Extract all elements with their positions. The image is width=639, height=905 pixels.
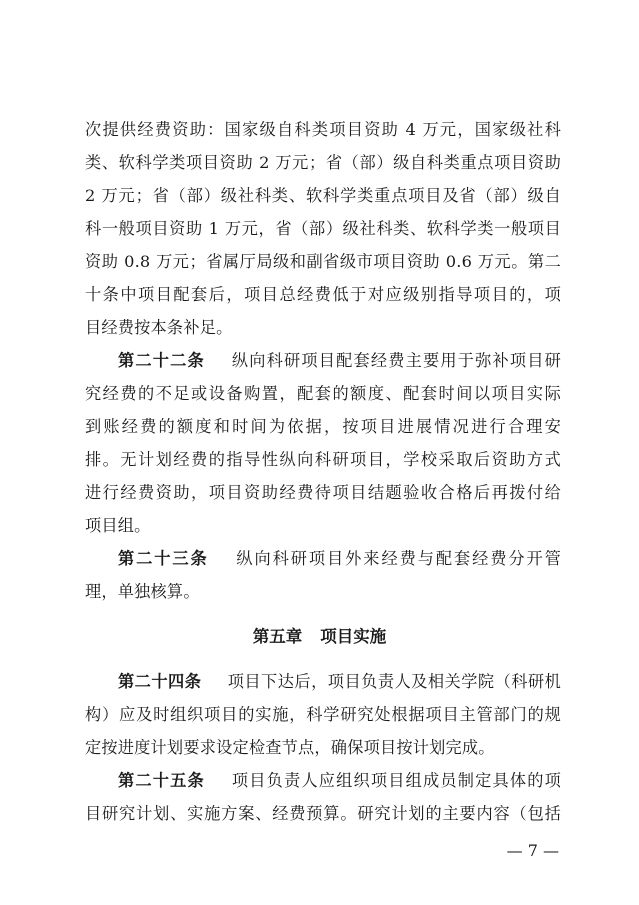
text-line: 资助 0.8 万元；省属厅局级和副省级市项目资助 0.6 万元。第二 xyxy=(85,252,561,271)
article-22-label: 第二十二条 xyxy=(118,351,205,370)
text-line: 进行经费资助，项目资助经费待项目结题验收合格后再拨付给 xyxy=(85,483,561,502)
article-24-text: 项目下达后，项目负责人及相关学院（科研机 xyxy=(227,672,562,691)
article-22-text: 纵向科研项目配套经费主要用于弥补项目研 xyxy=(230,351,561,370)
article-25-first-line xyxy=(118,770,561,792)
article-23-text: 纵向科研项目外来经费与配套经费分开管 xyxy=(234,549,561,568)
text-line: 定按进度计划要求设定检查节点，确保项目按计划完成。 xyxy=(85,738,495,757)
chapter-title: 项目实施 xyxy=(320,627,387,646)
text-line: 科一般项目资助 1 万元，省（部）级社科类、软科学类一般项目 xyxy=(85,219,561,238)
article-22-first-line xyxy=(118,350,561,372)
article-23-first-line xyxy=(118,548,561,570)
article-24-first-line xyxy=(118,671,561,693)
chapter-heading xyxy=(0,626,639,648)
page-number: — 7 — xyxy=(506,841,559,860)
article-25-text: 项目负责人应组织项目组成员制定具体的项 xyxy=(230,771,561,790)
article-24-label: 第二十四条 xyxy=(118,672,202,691)
text-line: 构）应及时组织项目的实施，科学研究处根据项目主管部门的规 xyxy=(85,705,561,724)
text-line: 究经费的不足或设备购置，配套的额度、配套时间以项目实际 xyxy=(85,384,561,403)
text-line: 排。无计划经费的指导性纵向科研项目，学校采取后资助方式 xyxy=(85,450,561,469)
article-25-label: 第二十五条 xyxy=(118,771,205,790)
text-line: 目经费按本条补足。 xyxy=(85,318,233,337)
text-line: 目研究计划、实施方案、经费预算。研究计划的主要内容（包括 xyxy=(85,804,561,823)
text-line: 项目组。 xyxy=(85,516,151,535)
text-line: 类、软科学类项目资助 2 万元；省（部）级自科类重点项目资助 xyxy=(85,153,561,172)
text-line: 2 万元；省（部）级社科类、软科学类重点项目及省（部）级自 xyxy=(85,186,561,205)
text-line: 十条中项目配套后，项目总经费低于对应级别指导项目的，项 xyxy=(85,285,561,304)
chapter-number: 第五章 xyxy=(252,627,303,646)
text-line: 到账经费的额度和时间为依据，按项目进展情况进行合理安 xyxy=(85,417,561,436)
text-line: 次提供经费资助：国家级自科类项目资助 4 万元，国家级社科 xyxy=(85,120,561,139)
text-line: 理，单独核算。 xyxy=(85,582,200,601)
article-23-label: 第二十三条 xyxy=(118,549,209,568)
